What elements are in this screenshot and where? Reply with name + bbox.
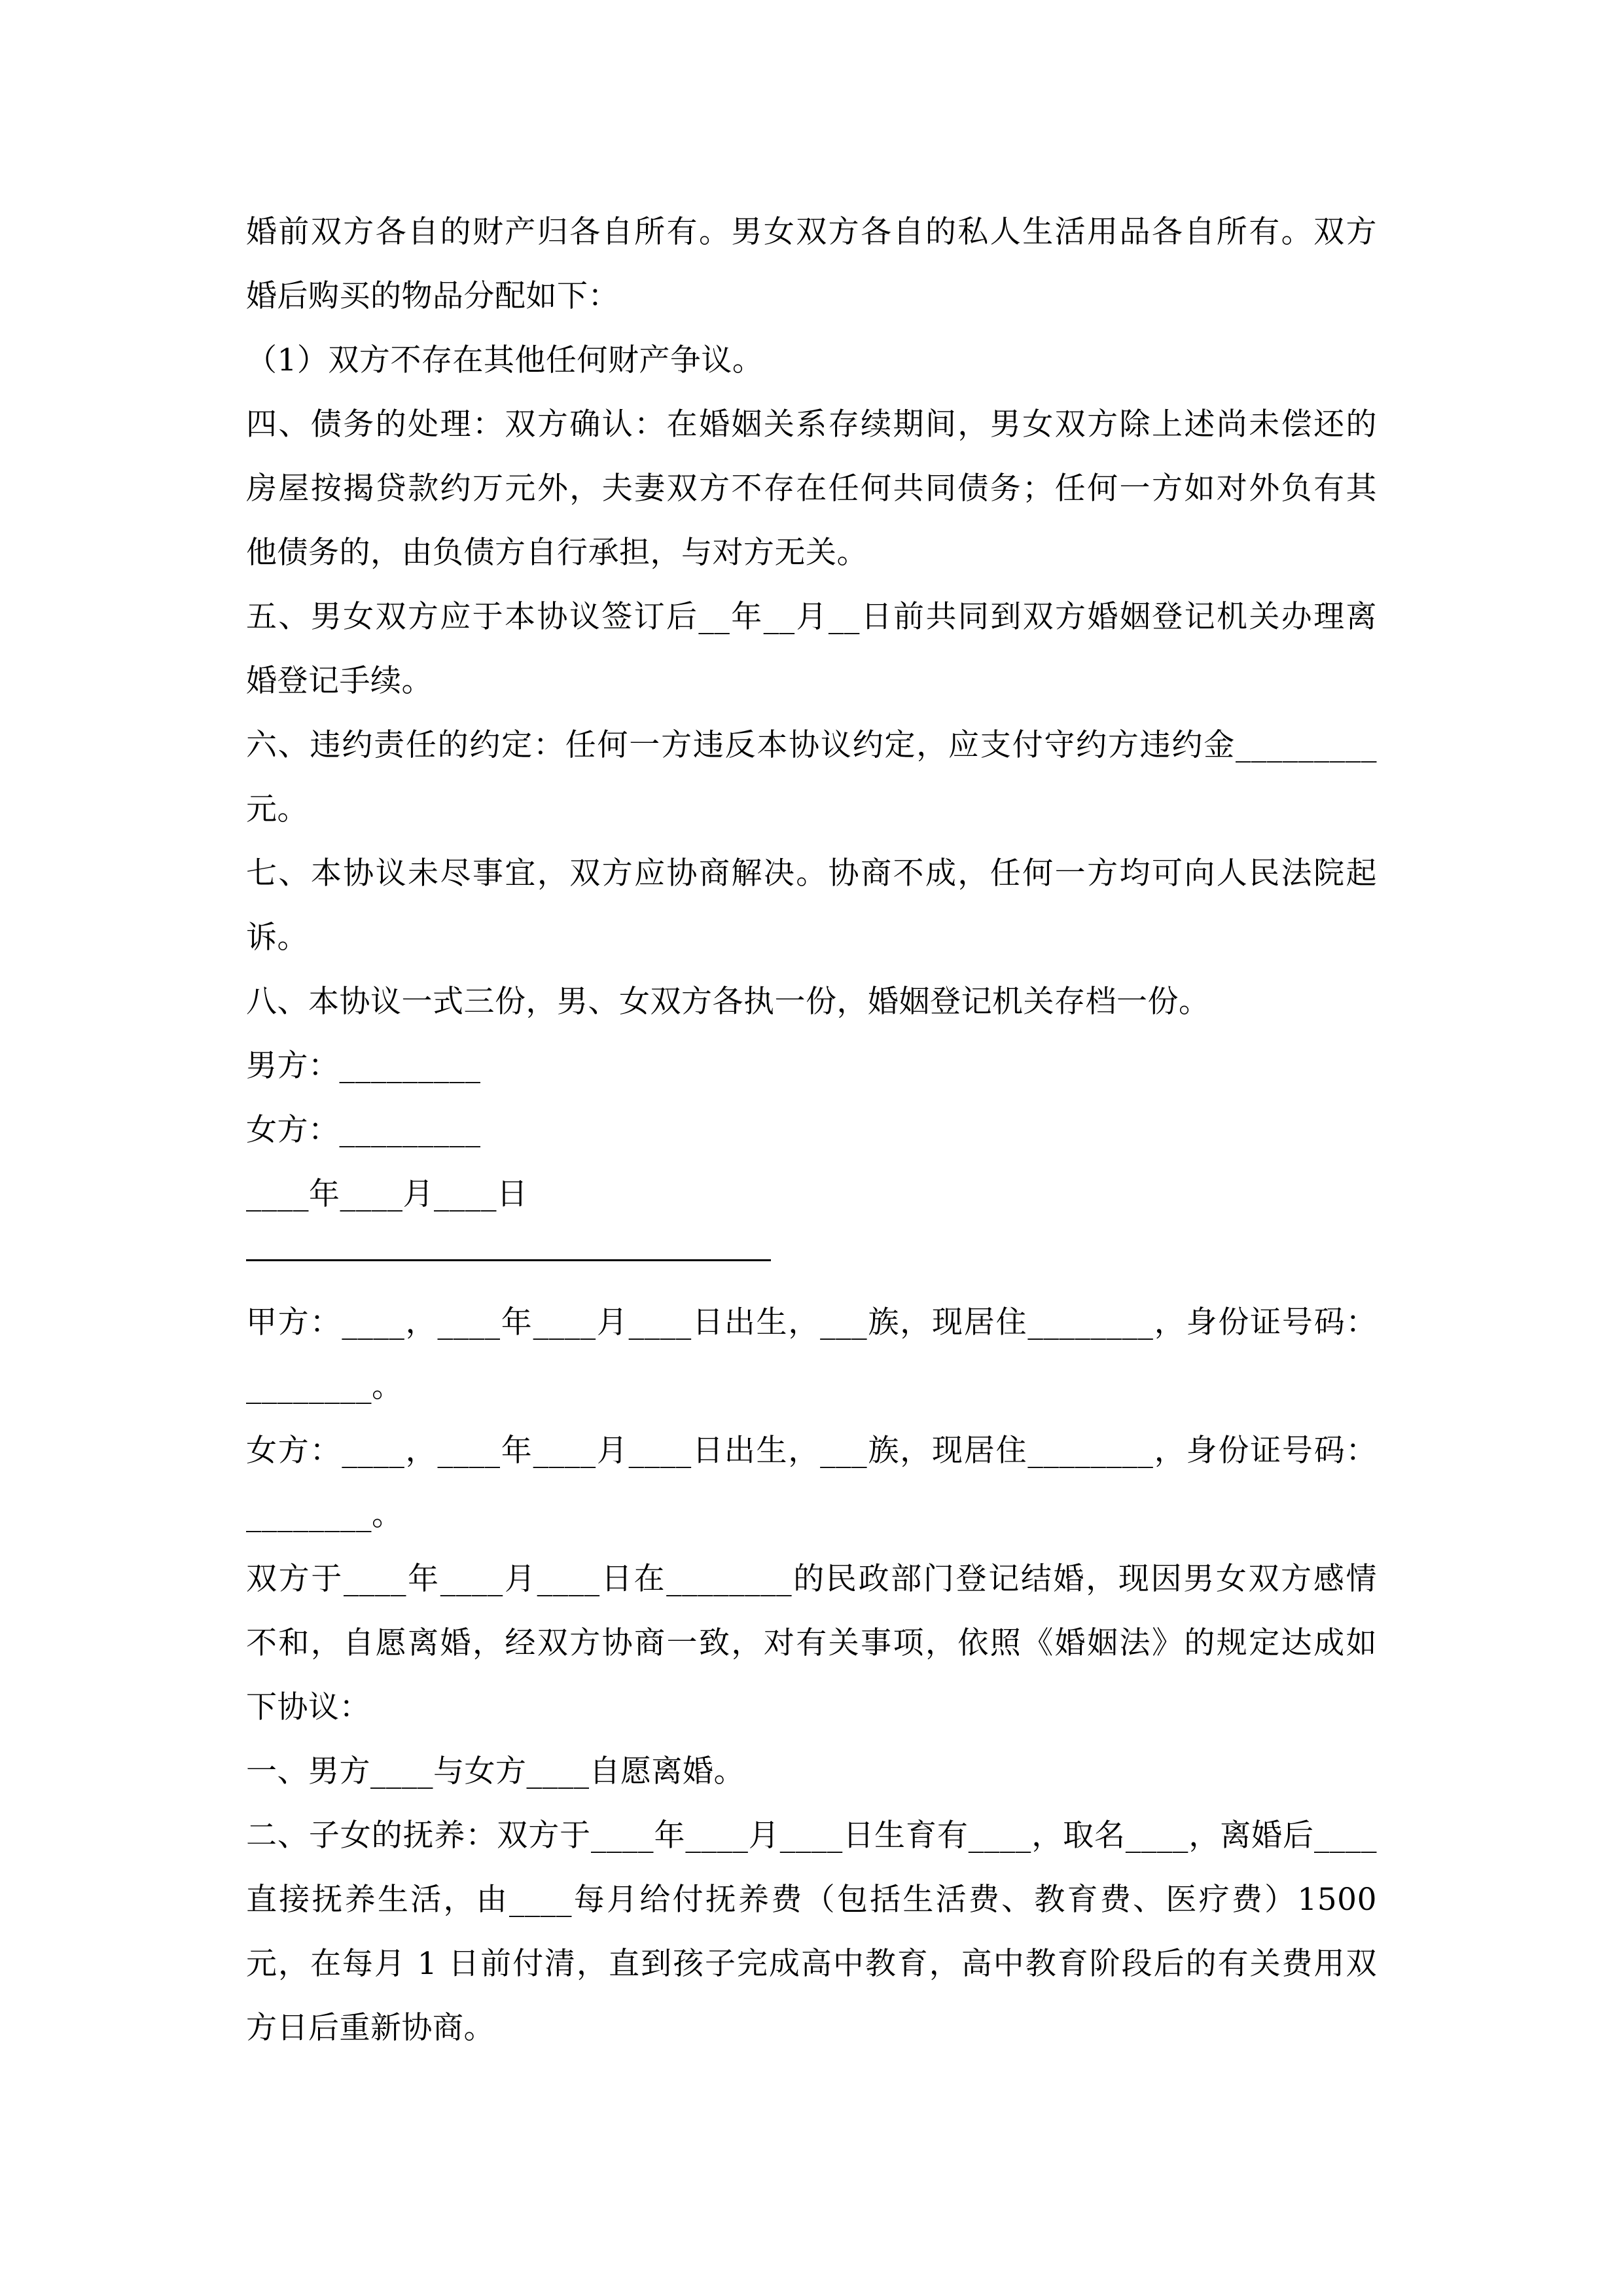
- paragraph-line: 方日后重新协商。: [246, 2010, 495, 2046]
- paragraph-line: 元。: [246, 791, 308, 827]
- party-b-id-line: ________。: [246, 1497, 403, 1533]
- party-a-line: 甲方：____，____年____月____日出生，___族，现居住________，身份证号码：: [246, 1304, 1377, 1340]
- paragraph-line: 婚登记手续。: [246, 663, 433, 699]
- paragraph-line: 元，在每月 1 日前付清，直到孩子完成高中教育，高中教育阶段后的有关费用双: [246, 1946, 1377, 1982]
- paragraph-line: 房屋按揭贷款约万元外，夫妻双方不存在任何共同债务；任何一方如对外负有其: [246, 471, 1377, 507]
- paragraph-line: 双方于____年____月____日在________的民政部门登记结婚，现因男女双方感情: [246, 1561, 1377, 1597]
- paragraph-line: 二、子女的抚养：双方于____年____月____日生育有____，取名____，离婚后____: [246, 1818, 1377, 1854]
- signature-line-male: 男方：_________: [246, 1048, 481, 1084]
- paragraph-line: 四、债务的处理：双方确认：在婚姻关系存续期间，男女双方除上述尚未偿还的: [246, 406, 1377, 442]
- paragraph-line: 七、本协议未尽事宜，双方应协商解决。协商不成，任何一方均可向人民法院起: [246, 855, 1377, 891]
- paragraph-line: （1）双方不存在其他任何财产争议。: [246, 342, 764, 378]
- paragraph-line: 八、本协议一式三份，男、女双方各执一份，婚姻登记机关存档一份。: [246, 984, 1210, 1020]
- paragraph-line: 婚前双方各自的财产归各自所有。男女双方各自的私人生活用品各自所有。双方: [246, 214, 1377, 250]
- party-b-line: 女方：____，____年____月____日出生，___族，现居住________，身份证号码：: [246, 1433, 1377, 1469]
- paragraph-line: 诉。: [246, 920, 308, 956]
- paragraph-line: 一、男方____与女方____自愿离婚。: [246, 1753, 745, 1789]
- paragraph-line: 直接抚养生活，由____每月给付抚养费（包括生活费、教育费、医疗费）1500: [246, 1882, 1377, 1918]
- date-line: ____年____月____日: [246, 1176, 528, 1212]
- paragraph-line: 六、违约责任的约定：任何一方违反本协议约定，应支付守约方违约金_________: [246, 727, 1377, 763]
- paragraph-line: 他债务的，由负债方自行承担，与对方无关。: [246, 535, 868, 571]
- section-divider: [246, 1259, 771, 1261]
- paragraph-line: 下协议：: [246, 1689, 370, 1725]
- signature-line-female: 女方：_________: [246, 1112, 481, 1148]
- paragraph-line: 不和，自愿离婚，经双方协商一致，对有关事项，依照《婚姻法》的规定达成如: [246, 1625, 1377, 1661]
- party-a-id-line: ________。: [246, 1369, 403, 1405]
- paragraph-line: 五、男女双方应于本协议签订后__年__月__日前共同到双方婚姻登记机关办理离: [246, 599, 1377, 635]
- paragraph-line: 婚后购买的物品分配如下：: [246, 278, 619, 314]
- document-page: [246, 200, 1377, 2060]
